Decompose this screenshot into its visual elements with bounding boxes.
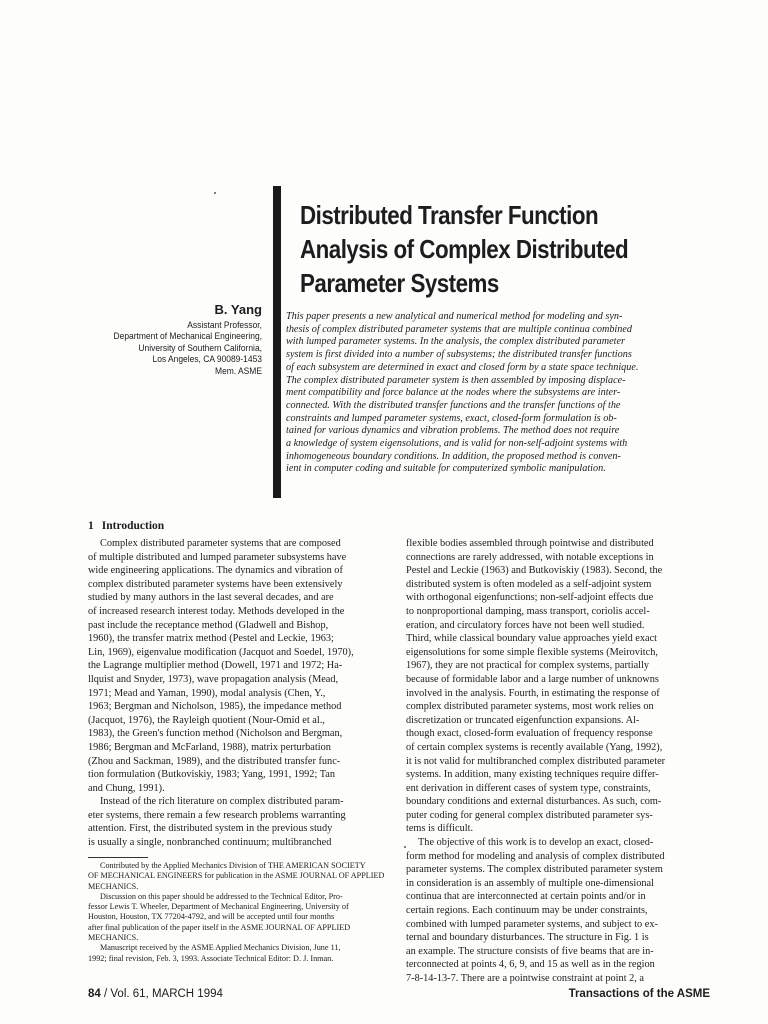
text-line: 1983), the Green's function method (Nicholson and Bergman, <box>88 728 343 740</box>
text-line: Complex distributed parameter systems that are composed <box>100 538 341 549</box>
text-line: Third, while classical boundary value approaches yield exact <box>406 633 658 645</box>
footnote-line: OF MECHANICAL ENGINEERS for publication in the ASME JOURNAL OF APPLIED <box>88 871 385 881</box>
text-line: 1986; Bergman and McFarland, 1988), matrix perturbation <box>88 741 331 753</box>
abstract-line: constraints and lumped parameter systems, exact, closed-form formulation is ob- <box>286 412 617 424</box>
text-line: combined with lumped parameter systems, and subject to ex- <box>406 918 658 930</box>
abstract <box>286 311 716 476</box>
affiliation-line: Los Angeles, CA 90089-1453 <box>152 354 262 365</box>
text-line: boundary conditions and external disturbances. As such, com- <box>406 796 662 808</box>
text-line: though exact, closed-form evaluation of frequency response <box>406 728 653 740</box>
text-line: the Lagrange multiplier method (Dowell, 1971 and 1972; Ha- <box>88 660 343 672</box>
text-line: an example. The structure consists of five beams that are in- <box>406 945 654 957</box>
text-line: it is not valid for multibranched complex distributed parameter <box>406 755 666 767</box>
affiliation-line: University of Southern California, <box>138 342 262 353</box>
text-line: to nonproportional damping, mass transport, coriolis accel- <box>406 605 650 617</box>
text-line: in consideration is an assembly of multiple one-dimensional <box>406 877 654 889</box>
author-name: B. Yang <box>214 302 262 317</box>
footnote-line: Contributed by the Applied Mechanics Division of THE AMERICAN SOCIETY <box>100 861 366 870</box>
section-number: 1 <box>88 520 94 532</box>
footnote-rule <box>88 857 148 858</box>
text-line: ent derivation in different cases of system type, constraints, <box>406 782 651 794</box>
title-accent-bar <box>273 186 281 498</box>
section-heading <box>88 520 164 532</box>
text-line: complex distributed parameter systems have been extensively <box>88 578 343 590</box>
abstract-line: ient in computer coding and suitable for computerized symbolic manipulation. <box>286 463 606 475</box>
text-line: Pestel and Leckie (1963) and Butkoviskiy (1983). Second, the <box>406 565 663 577</box>
abstract-line: system is first divided into a number of subsystems; the distributed transfer functions <box>286 349 632 361</box>
footnote-line: Houston, Houston, TX 77204-4792, and will be accepted until four months <box>88 912 335 922</box>
author-affiliation <box>96 320 262 377</box>
affiliation-line: Assistant Professor, <box>187 320 262 330</box>
text-line: because of formidable labor and a large number of unknowns <box>406 673 659 685</box>
text-line: of certain complex systems is recently available (Yang, 1992), <box>406 741 663 753</box>
affiliation-line: Mem. ASME <box>215 365 262 376</box>
title-line: Parameter Systems <box>300 268 499 298</box>
footnote-line: MECHANICS. <box>88 881 139 891</box>
text-line: form method for modeling and analysis of complex distributed <box>406 850 665 862</box>
abstract-line: thesis of complex distributed parameter systems that are multiple continua combined <box>286 323 632 335</box>
text-line: Lin, 1969), eigenvalue modification (Jacquot and Soedel, 1970), <box>88 646 354 658</box>
abstract-line: ment compatibility and force balance at the nodes where the subsystems are inter- <box>286 387 621 399</box>
journal-issue: / Vol. 61, MARCH 1994 <box>100 988 223 1000</box>
text-line: ternal and boundary disturbances. The structure in Fig. 1 is <box>406 932 649 944</box>
text-line: connections are rarely addressed, with notable exceptions in <box>406 551 654 563</box>
text-line: past include the receptance method (Gladwell and Bishop, <box>88 619 329 631</box>
page-number: 84 <box>88 988 101 1000</box>
text-line: tion formulation (Butkoviskiy, 1983; Yang, 1991, 1992; Tan <box>88 769 335 781</box>
footnotes <box>88 861 390 964</box>
text-line: continua that are interconnected at certain points and/or in <box>406 891 646 903</box>
footnote-line: Discussion on this paper should be addressed to the Technical Editor, Pro- <box>100 891 343 901</box>
text-line: distributed system is often modeled as a self-adjoint system <box>406 578 652 590</box>
abstract-line: a knowledge of system eigensolutions, and is valid for non-self-adjoint systems with <box>286 438 628 450</box>
text-line: tems is difficult. <box>406 823 474 835</box>
text-line: eration, and circulatory forces have not been well studied. <box>406 619 645 631</box>
section-title: Introduction <box>101 520 165 532</box>
text-line: 1963; Bergman and Nicholson, 1985), the impedance method <box>88 701 342 713</box>
text-line: is usually a single, nonbranched continuum; multibranched <box>88 837 332 849</box>
text-line: 1960), the transfer matrix method (Pestel and Leckie, 1963; <box>88 633 334 645</box>
abstract-line: The complex distributed parameter system is then assembled by imposing displace- <box>286 374 626 386</box>
text-line: systems. In addition, many existing techniques require differ- <box>406 769 659 781</box>
text-line: attention. First, the distributed system in the previous study <box>88 823 333 835</box>
footnote-line: 1992; final revision, Feb. 3, 1993. Associate Technical Editor: D. J. Inman. <box>88 953 334 963</box>
text-line: puter coding for general complex distributed parameter sys- <box>406 809 653 821</box>
text-line: parameter systems. The complex distributed parameter system <box>406 864 663 876</box>
text-line: llquist and Snyder, 1973), wave propagation analysis (Mead, <box>88 673 339 685</box>
scan-speck <box>214 192 216 194</box>
abstract-line: with lumped parameter systems. In the analysis, the complex distributed parameter <box>286 336 625 348</box>
page-footer-left <box>88 988 223 1000</box>
text-line: eter systems, there remain a few research problems warranting <box>88 809 346 821</box>
title-line: Analysis of Complex Distributed <box>300 234 629 264</box>
text-line: 1967), they are not practical for complex systems, partially <box>406 660 650 672</box>
text-line: Instead of the rich literature on complex distributed param- <box>100 796 344 808</box>
body-column-right <box>406 537 710 986</box>
text-line: of multiple distributed and lumped parameter subsystems have <box>88 551 347 563</box>
text-line: and Chung, 1991). <box>88 782 165 794</box>
text-line: terconnected at points 4, 6, 9, and 15 as well as in the region <box>406 959 655 971</box>
text-line: eigensolutions for some simple flexible systems (Meirovitch, <box>406 646 658 658</box>
paper-title <box>300 198 661 300</box>
text-line: with orthogonal eigenfunctions; non-self-adjoint effects due <box>406 592 654 604</box>
abstract-line: tained for various dynamics and vibration problems. The method does not require <box>286 425 620 437</box>
text-line: wide engineering applications. The dynamics and vibration of <box>88 565 343 577</box>
abstract-line: This paper presents a new analytical and numerical method for modeling and syn- <box>286 311 623 322</box>
text-line: involved in the analysis. Fourth, in estimating the response of <box>406 687 660 699</box>
footnote-line: Manuscript received by the ASME Applied Mechanics Division, June 11, <box>100 943 341 953</box>
text-line: 1971; Mead and Yaman, 1990), modal analysis (Chen, Y., <box>88 687 326 699</box>
text-line: certain regions. Each continuum may be under constraints, <box>406 905 648 917</box>
affiliation-line: Department of Mechanical Engineering, <box>113 331 262 342</box>
abstract-line: inhomogeneous boundary conditions. In addition, the proposed method is conven- <box>286 450 621 462</box>
text-line: 7-8-14-13-7. There are a pointwise constraint at point 2, a <box>406 973 644 984</box>
title-line: Distributed Transfer Function <box>300 200 599 230</box>
footnote-line: fessor Lewis T. Wheeler, Department of Mechanical Engineering, University of <box>88 902 349 912</box>
text-line: complex distributed parameter systems, most work relies on <box>406 701 654 713</box>
text-line: of increased research interest today. Methods developed in the <box>88 605 345 617</box>
text-line: discretization or truncated eigenfunction expansions. Al- <box>406 714 640 726</box>
text-line: The objective of this work is to develop an exact, closed- <box>418 837 654 849</box>
text-line: (Jacquot, 1976), the Rayleigh quotient (Nour-Omid et al., <box>88 714 325 726</box>
footnote-line: after final publication of the paper itself in the ASME JOURNAL OF APPLIED <box>88 922 351 932</box>
journal-name: Transactions of the ASME <box>568 988 710 1000</box>
body-column-left <box>88 537 390 850</box>
text-line: studied by many authors in the last several decades, and are <box>88 592 334 604</box>
text-line: flexible bodies assembled through pointwise and distributed <box>406 538 654 549</box>
author-block <box>96 302 262 377</box>
text-line: (Zhou and Sackman, 1989), and the distributed transfer func- <box>88 755 341 767</box>
abstract-line: of each subsystem are determined in exact and closed form by a state space technique. <box>286 361 639 373</box>
abstract-line: connected. With the distributed transfer functions and the transfer functions of the <box>286 399 621 411</box>
footnote-line: MECHANICS. <box>88 933 139 943</box>
